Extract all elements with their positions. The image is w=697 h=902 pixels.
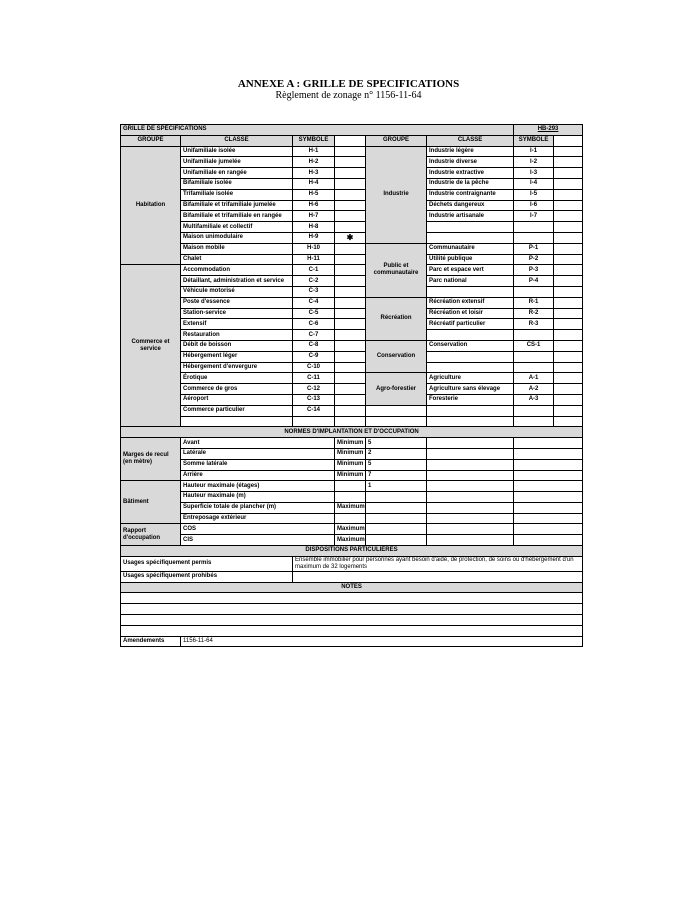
norm-empty — [514, 524, 583, 535]
norm-label: Latérale — [181, 448, 335, 459]
permitted-mark — [554, 189, 583, 200]
class-symbol: I-4 — [514, 178, 554, 189]
permitted-mark — [554, 157, 583, 168]
table-row — [121, 492, 583, 503]
table-row — [121, 168, 583, 179]
norm-type: Maximum — [335, 502, 366, 513]
grid-cell — [427, 351, 514, 362]
permitted-mark — [335, 405, 366, 416]
table-row — [121, 319, 583, 330]
class-symbol: H-5 — [293, 189, 335, 200]
class-symbol: C-7 — [293, 330, 335, 341]
class-name: Bifamiliale isolée — [181, 178, 293, 189]
notes-title: NOTES — [121, 582, 583, 593]
note-line — [121, 615, 583, 626]
class-name: Parc national — [427, 276, 514, 287]
grid-cell — [514, 232, 554, 243]
norm-empty — [427, 470, 514, 481]
table-row — [121, 524, 583, 535]
col-groupe-right: GROUPE — [366, 135, 427, 146]
norm-type: Minimum — [335, 438, 366, 449]
table-row — [121, 211, 583, 222]
col-classe-right: CLASSE — [427, 135, 514, 146]
class-symbol: R-3 — [514, 319, 554, 330]
norm-value: 2 — [366, 448, 427, 459]
class-name: Trifamiliale isolée — [181, 189, 293, 200]
permitted-mark — [335, 222, 366, 233]
class-symbol: C-8 — [293, 340, 335, 351]
class-symbol: I-5 — [514, 189, 554, 200]
norm-label: Avant — [181, 438, 335, 449]
norm-empty — [427, 513, 514, 524]
class-symbol: C-1 — [293, 265, 335, 276]
class-name: Industrie légère — [427, 146, 514, 157]
norm-value: 1 — [366, 481, 427, 492]
class-symbol: A-1 — [514, 373, 554, 384]
group-name: Industrie — [366, 146, 427, 243]
class-symbol: H-11 — [293, 254, 335, 265]
grid-cell — [427, 232, 514, 243]
permitted-mark — [335, 330, 366, 341]
class-name: Industrie de la pêche — [427, 178, 514, 189]
note-line — [121, 604, 583, 615]
norm-group: Marges de recul (en mètre) — [121, 438, 181, 481]
norm-empty — [427, 448, 514, 459]
norm-label: Hauteur maximale (étages) — [181, 481, 335, 492]
norm-label: CIS — [181, 535, 335, 546]
table-row — [121, 297, 583, 308]
class-symbol: C-3 — [293, 286, 335, 297]
class-symbol: R-2 — [514, 308, 554, 319]
class-name: Maison mobile — [181, 243, 293, 254]
norm-type: Minimum — [335, 459, 366, 470]
class-symbol: A-2 — [514, 384, 554, 395]
class-name: Agriculture — [427, 373, 514, 384]
class-symbol: A-3 — [514, 394, 554, 405]
permitted-mark — [554, 211, 583, 222]
col-mark-right — [554, 135, 583, 146]
grid-cell — [514, 416, 554, 427]
dispositions-title: DISPOSITIONS PARTICULIÈRES — [121, 546, 583, 557]
grid-cell — [554, 232, 583, 243]
table-row — [121, 394, 583, 405]
class-name: Communautaire — [427, 243, 514, 254]
dispositions-title-row — [121, 546, 583, 557]
specification-grid — [120, 124, 583, 647]
class-name: Accommodation — [181, 265, 293, 276]
table-row — [121, 157, 583, 168]
note-line — [121, 625, 583, 636]
permitted-mark — [335, 297, 366, 308]
note-line — [121, 625, 583, 636]
grid-cell — [427, 405, 514, 416]
norm-empty — [514, 459, 583, 470]
class-symbol: H-1 — [293, 146, 335, 157]
permis-row — [121, 556, 583, 571]
norm-empty — [514, 448, 583, 459]
norm-empty — [514, 438, 583, 449]
norm-group: Rapport d'occupation — [121, 524, 181, 546]
group-name: Commerce et service — [121, 265, 181, 427]
table-row — [121, 470, 583, 481]
table-row — [121, 146, 583, 157]
amendements-value: 1156-11-64 — [181, 636, 583, 647]
permitted-mark — [554, 200, 583, 211]
class-name: Poste d'essence — [181, 297, 293, 308]
norm-empty — [427, 459, 514, 470]
table-row — [121, 502, 583, 513]
permitted-mark — [554, 297, 583, 308]
permitted-mark — [554, 276, 583, 287]
normes-title-row — [121, 427, 583, 438]
permitted-mark — [335, 211, 366, 222]
document-header — [0, 78, 697, 102]
table-row — [121, 189, 583, 200]
permitted-mark — [335, 276, 366, 287]
table-row — [121, 362, 583, 373]
col-symbole-right: SYMBOLE — [514, 135, 554, 146]
norm-empty — [514, 470, 583, 481]
permitted-mark — [554, 243, 583, 254]
table-row — [121, 330, 583, 341]
class-symbol: H-4 — [293, 178, 335, 189]
prohibe-value — [293, 571, 583, 582]
class-symbol: C-10 — [293, 362, 335, 373]
normes-title: NORMES D'IMPLANTATION ET D'OCCUPATION — [121, 427, 583, 438]
grid-cell — [514, 405, 554, 416]
norm-value — [366, 524, 427, 535]
class-symbol: I-7 — [514, 211, 554, 222]
grid-title-row — [121, 125, 583, 136]
permitted-mark — [554, 168, 583, 179]
class-symbol: C-2 — [293, 276, 335, 287]
grid-cell — [514, 351, 554, 362]
norm-empty — [427, 481, 514, 492]
amendements-row — [121, 636, 583, 647]
class-name: Récréation extensif — [427, 297, 514, 308]
class-name: Industrie diverse — [427, 157, 514, 168]
class-symbol: R-1 — [514, 297, 554, 308]
grid-cell — [554, 416, 583, 427]
grid-cell — [554, 286, 583, 297]
class-symbol: P-1 — [514, 243, 554, 254]
table-row — [121, 373, 583, 384]
class-symbol: C-5 — [293, 308, 335, 319]
norm-empty — [427, 524, 514, 535]
permitted-mark — [335, 373, 366, 384]
table-row — [121, 243, 583, 254]
grid-cell — [366, 416, 427, 427]
permitted-mark — [335, 189, 366, 200]
norm-type: Maximum — [335, 524, 366, 535]
annex-title: ANNEXE A : GRILLE DE SPECIFICATIONS — [237, 78, 460, 90]
table-row — [121, 513, 583, 524]
grid-cell — [554, 222, 583, 233]
col-symbole-left: SYMBOLE — [293, 135, 335, 146]
class-name: Érotique — [181, 373, 293, 384]
permitted-mark — [335, 178, 366, 189]
class-name: Véhicule motorisé — [181, 286, 293, 297]
permitted-mark — [335, 384, 366, 395]
permitted-mark — [335, 254, 366, 265]
class-name: Récréatif particulier — [427, 319, 514, 330]
class-name: Utilité publique — [427, 254, 514, 265]
norm-value — [366, 492, 427, 503]
grid-cell — [335, 416, 366, 427]
norm-label: Superficie totale de plancher (m) — [181, 502, 335, 513]
class-symbol: I-2 — [514, 157, 554, 168]
col-classe-left: CLASSE — [181, 135, 293, 146]
grid-cell — [427, 416, 514, 427]
class-symbol: C-12 — [293, 384, 335, 395]
class-name: Hébergement léger — [181, 351, 293, 362]
table-row — [121, 481, 583, 492]
permitted-mark — [335, 168, 366, 179]
table-row — [121, 178, 583, 189]
norm-value — [366, 513, 427, 524]
group-name: Habitation — [121, 146, 181, 265]
table-row — [121, 535, 583, 546]
norm-value: 5 — [366, 438, 427, 449]
class-name: Hébergement d'envergure — [181, 362, 293, 373]
class-symbol: I-3 — [514, 168, 554, 179]
class-name: Commerce particulier — [181, 405, 293, 416]
permitted-mark — [335, 351, 366, 362]
permitted-mark — [554, 340, 583, 351]
grid-cell — [514, 286, 554, 297]
zone-code: HB-293 — [514, 125, 583, 136]
class-symbol: CS-1 — [514, 340, 554, 351]
table-row — [121, 405, 583, 416]
class-name: Commerce de gros — [181, 384, 293, 395]
notes-title-row — [121, 582, 583, 593]
norm-empty — [427, 535, 514, 546]
norm-type — [335, 481, 366, 492]
note-line — [121, 604, 583, 615]
table-row — [121, 308, 583, 319]
class-name: Industrie extractive — [427, 168, 514, 179]
norm-value — [366, 535, 427, 546]
class-symbol: C-13 — [293, 394, 335, 405]
norm-label: Somme latérale — [181, 459, 335, 470]
class-name: Récréation et loisir — [427, 308, 514, 319]
group-name: Public et communautaire — [366, 243, 427, 297]
table-row — [121, 416, 583, 427]
grid-cell — [366, 405, 427, 416]
class-symbol: C-11 — [293, 373, 335, 384]
table-row — [121, 286, 583, 297]
class-symbol: H-8 — [293, 222, 335, 233]
class-symbol: P-2 — [514, 254, 554, 265]
table-row — [121, 265, 583, 276]
class-symbol: C-9 — [293, 351, 335, 362]
note-line — [121, 593, 583, 604]
col-groupe-left: GROUPE — [121, 135, 181, 146]
table-row — [121, 351, 583, 362]
class-symbol: P-4 — [514, 276, 554, 287]
permis-value: Ensemble immobilier pour personnes ayant besoin d'aide, de protection, de soins ou d'hébergement d'un maximum de 32 logements — [293, 556, 583, 571]
norm-type — [335, 513, 366, 524]
grid-cell — [427, 362, 514, 373]
permitted-mark — [554, 178, 583, 189]
norm-value: 5 — [366, 459, 427, 470]
norm-label: Hauteur maximale (m) — [181, 492, 335, 503]
permitted-mark — [554, 394, 583, 405]
permitted-mark — [335, 394, 366, 405]
grid-cell — [427, 222, 514, 233]
class-symbol: H-2 — [293, 157, 335, 168]
permitted-mark — [554, 384, 583, 395]
grid-header-row — [121, 135, 583, 146]
class-symbol: H-6 — [293, 200, 335, 211]
grid-cell — [554, 405, 583, 416]
table-row — [121, 438, 583, 449]
permitted-mark — [554, 308, 583, 319]
class-name: Conservation — [427, 340, 514, 351]
permitted-mark — [335, 319, 366, 330]
class-name: Industrie contraignante — [427, 189, 514, 200]
grid-cell — [514, 330, 554, 341]
class-symbol: H-10 — [293, 243, 335, 254]
grid-cell — [427, 286, 514, 297]
table-row — [121, 384, 583, 395]
annex-subtitle: Règlement de zonage n° 1156-11-64 — [275, 90, 422, 101]
grid-cell — [514, 222, 554, 233]
norm-value: 7 — [366, 470, 427, 481]
permitted-mark — [554, 319, 583, 330]
class-symbol: H-9 — [293, 232, 335, 243]
norm-type — [335, 492, 366, 503]
class-name: Unifamiliale isolée — [181, 146, 293, 157]
class-name: Débit de boisson — [181, 340, 293, 351]
table-row — [121, 200, 583, 211]
class-name: Bifamiliale et trifamiliale en rangée — [181, 211, 293, 222]
permitted-mark — [335, 362, 366, 373]
norm-empty — [514, 502, 583, 513]
group-name: Agro-forestier — [366, 373, 427, 405]
class-name: Multifamiliale et collectif — [181, 222, 293, 233]
norm-empty — [427, 438, 514, 449]
norm-value — [366, 502, 427, 513]
permitted-mark — [335, 308, 366, 319]
class-name: Chalet — [181, 254, 293, 265]
table-row — [121, 222, 583, 233]
class-symbol: P-3 — [514, 265, 554, 276]
col-mark-left — [335, 135, 366, 146]
class-name: Foresterie — [427, 394, 514, 405]
prohibe-label: Usages spécifiquement prohibés — [121, 571, 293, 582]
table-row — [121, 276, 583, 287]
norm-empty — [514, 492, 583, 503]
class-name: Unifamiliale en rangée — [181, 168, 293, 179]
class-symbol: I-6 — [514, 200, 554, 211]
class-name: Industrie artisanale — [427, 211, 514, 222]
table-row — [121, 459, 583, 470]
permitted-mark — [554, 265, 583, 276]
class-name: Unifamiliale jumelée — [181, 157, 293, 168]
grid-cell — [181, 416, 293, 427]
norm-empty — [514, 513, 583, 524]
grid-cell — [554, 351, 583, 362]
permitted-mark — [335, 286, 366, 297]
norm-label: Entreposage extérieur — [181, 513, 335, 524]
permis-label: Usages spécifiquement permis — [121, 556, 293, 571]
class-symbol: C-4 — [293, 297, 335, 308]
norm-empty — [514, 481, 583, 492]
permitted-mark — [335, 157, 366, 168]
class-symbol: C-14 — [293, 405, 335, 416]
permitted-mark — [335, 340, 366, 351]
class-symbol: H-3 — [293, 168, 335, 179]
amendements-label: Amendements — [121, 636, 181, 647]
class-name: Extensif — [181, 319, 293, 330]
norm-group: Bâtiment — [121, 481, 181, 524]
class-symbol: H-7 — [293, 211, 335, 222]
permitted-mark — [335, 200, 366, 211]
class-symbol: C-6 — [293, 319, 335, 330]
grid-cell — [554, 330, 583, 341]
grid-cell — [427, 330, 514, 341]
grid-cell — [293, 416, 335, 427]
grid-cell — [554, 362, 583, 373]
prohibe-row — [121, 571, 583, 582]
grid-title: GRILLE DE SPÉCIFICATIONS — [121, 125, 514, 136]
permitted-mark — [335, 146, 366, 157]
norm-type: Minimum — [335, 448, 366, 459]
class-name: Aéroport — [181, 394, 293, 405]
norm-type: Maximum — [335, 535, 366, 546]
table-row — [121, 340, 583, 351]
permitted-mark — [335, 243, 366, 254]
class-name: Agriculture sans élevage — [427, 384, 514, 395]
norm-empty — [514, 535, 583, 546]
norm-type: Minimum — [335, 470, 366, 481]
permitted-mark: ✱ — [335, 232, 366, 243]
class-name: Station-service — [181, 308, 293, 319]
norm-empty — [427, 492, 514, 503]
class-name: Maison unimodulaire — [181, 232, 293, 243]
class-name: Bifamiliale et trifamiliale jumelée — [181, 200, 293, 211]
permitted-mark — [554, 373, 583, 384]
group-name: Récréation — [366, 297, 427, 340]
note-line — [121, 615, 583, 626]
table-row — [121, 232, 583, 243]
norm-label: Arrière — [181, 470, 335, 481]
class-name: Parc et espace vert — [427, 265, 514, 276]
class-name: Déchets dangereux — [427, 200, 514, 211]
note-line — [121, 593, 583, 604]
norm-empty — [427, 502, 514, 513]
class-name: Détaillant, administration et service — [181, 276, 293, 287]
grid-cell — [514, 362, 554, 373]
table-row — [121, 448, 583, 459]
permitted-mark — [554, 254, 583, 265]
table-row — [121, 254, 583, 265]
norm-label: COS — [181, 524, 335, 535]
permitted-mark — [335, 265, 366, 276]
group-name: Conservation — [366, 340, 427, 372]
class-name: Restauration — [181, 330, 293, 341]
class-symbol: I-1 — [514, 146, 554, 157]
permitted-mark — [554, 146, 583, 157]
